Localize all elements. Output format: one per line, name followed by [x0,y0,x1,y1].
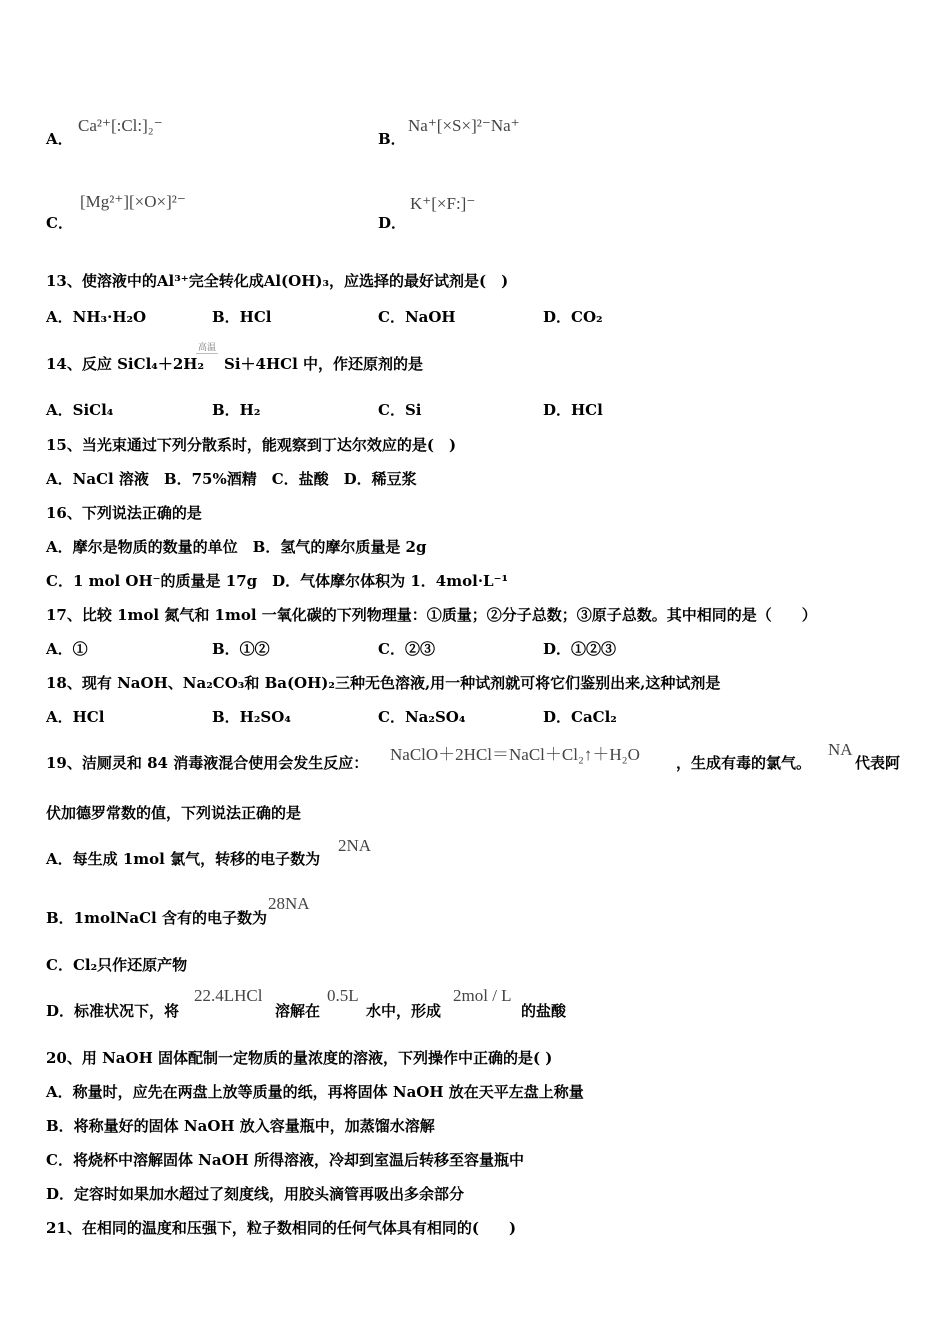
q12-option-b-formula: Na⁺[×S×]²⁻Na⁺ [408,116,520,135]
q14-option-b: B．H₂ [212,401,261,419]
q13-stem: 13、使溶液中的Al³⁺完全转化成Al(OH)₃，应选择的最好试剂是( ) [46,272,509,290]
q14-stem-prefix: 14、反应 SiCl₄＋2H₂ [46,355,205,373]
q15-options: A．NaCl 溶液 B．75%酒精 C．盐酸 D．稀豆浆 [46,470,417,488]
q16-options-line1: A．摩尔是物质的数量的单位 B．氢气的摩尔质量是 2g [46,538,427,556]
q19-na-symbol: NA [828,740,853,759]
q19-stem-prefix: 19、洁厕灵和 84 消毒液混合使用会发生反应： [46,754,369,772]
q19-option-d-value1: 22.4LHCl [194,986,263,1005]
q17-option-b: B．①② [212,640,270,658]
q17-option-d: D．①②③ [543,640,617,658]
q14-option-d: D．HCl [543,401,603,419]
q18-option-d: D．CaCl₂ [543,708,617,726]
q20-option-a: A．称量时，应先在两盘上放等质量的纸，再将固体 NaOH 放在天平左盘上称量 [46,1083,584,1101]
q19-option-d-part3: 水中，形成 [366,1002,442,1020]
q19-stem-mid: ，生成有毒的氯气。 [676,754,812,772]
q12-option-c-formula: [Mg²⁺][×O×]²⁻ [80,192,186,211]
q19-option-d-value2: 0.5L [327,986,359,1005]
q18-option-b: B．H₂SO₄ [212,708,291,726]
q19-option-d-part2: 溶解在 [275,1002,321,1020]
q12-option-d-letter: D． [378,214,407,232]
q19-stem-line2: 伏加德罗常数的值，下列说法正确的是 [46,804,302,822]
q12-option-a-formula: Ca²⁺[:Cl:]₂⁻ [78,116,163,135]
q20-stem: 20、用 NaOH 固体配制一定物质的量浓度的溶液，下列操作中正确的是( ) [46,1049,553,1067]
q17-option-c: C．②③ [378,640,435,658]
q12-option-a-letter: A． [46,130,73,148]
q19-option-d-part4: 的盐酸 [521,1002,567,1020]
q19-option-d-part1: D．标准状况下，将 [46,1002,180,1020]
q20-option-d: D．定容时如果加水超过了刻度线，用胶头滴管再吸出多余部分 [46,1185,465,1203]
q14-option-c: C．Si [378,401,422,419]
q14-condition: 高温 [198,343,217,353]
q12-option-d-formula: K⁺[×F:]⁻ [410,194,476,213]
q20-option-c: C．将烧杯中溶解固体 NaOH 所得溶液，冷却到室温后转移至容量瓶中 [46,1151,525,1169]
q19-option-c: C．Cl₂只作还原产物 [46,956,188,974]
q17-option-a: A．① [46,640,88,658]
q20-option-b: B．将称量好的固体 NaOH 放入容量瓶中，加蒸馏水溶解 [46,1117,435,1135]
q14-option-a: A．SiCl₄ [46,401,114,419]
q14-stem-suffix: Si＋4HCl 中，作还原剂的是 [224,355,423,373]
q18-option-c: C．Na₂SO₄ [378,708,466,726]
q18-option-a: A．HCl [46,708,105,726]
q12-option-b-letter: B． [378,130,406,148]
q19-equation: NaClO＋2HCl＝NaCl＋Cl₂↑＋H₂O [390,745,640,764]
q13-option-d: D．CO₂ [543,308,603,326]
q12-option-c-letter: C． [46,214,73,232]
q16-stem: 16、下列说法正确的是 [46,504,202,522]
q13-option-a: A．NH₃·H₂O [46,308,147,326]
q19-option-d-value3: 2mol / L [453,986,512,1005]
q19-stem-suffix: 代表阿 [855,754,901,772]
q19-option-a-value: 2NA [338,836,372,855]
q13-option-c: C．NaOH [378,308,456,326]
q13-option-b: B．HCl [212,308,272,326]
q18-stem: 18、现有 NaOH、Na₂CO₃和 Ba(OH)₂三种无色溶液,用一种试剂就可将它们鉴别出来,这种试剂是 [46,674,721,692]
q15-stem: 15、当光束通过下列分散系时，能观察到丁达尔效应的是( ) [46,436,457,454]
q19-option-b-text: B．1molNaCl 含有的电子数为 [46,909,267,927]
q16-options-line2: C．1 mol OH⁻的质量是 17g D．气体摩尔体积为 1．4mol·L⁻¹ [46,572,509,590]
q14-arrow-line [196,353,218,354]
q19-option-b-value: 28NA [268,894,310,913]
q19-option-a-text: A．每生成 1mol 氯气，转移的电子数为 [46,850,321,868]
q21-stem: 21、在相同的温度和压强下，粒子数相同的任何气体具有相同的( ) [46,1219,517,1237]
q17-stem: 17、比较 1mol 氮气和 1mol 一氧化碳的下列物理量：①质量；②分子总数；③原子总数。其中相同的是（ ） [46,606,817,624]
